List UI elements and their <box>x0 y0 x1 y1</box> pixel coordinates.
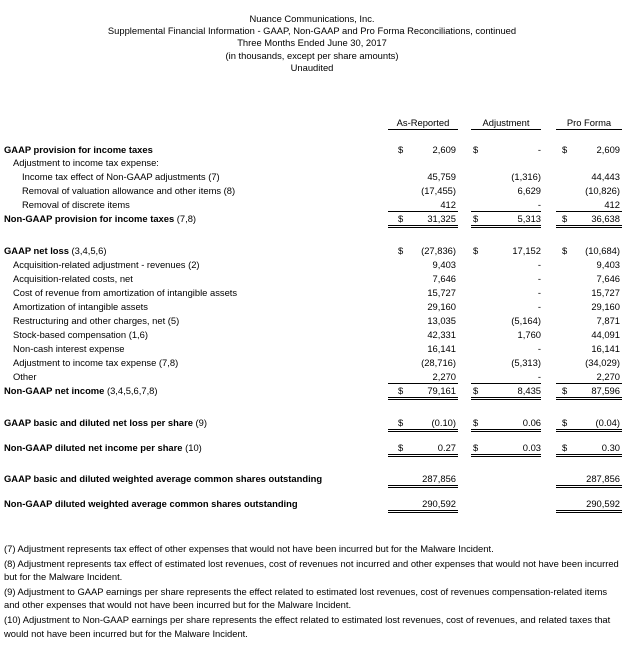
dollar-sign: $ <box>398 144 404 155</box>
total-rule <box>556 429 622 430</box>
adjustment-value: - <box>537 343 541 354</box>
total-rule <box>471 431 541 432</box>
footnote: (9) Adjustment to GAAP earnings per share represents the effect related to estimated lost revenues, cost of revenues compensation-related items and other expenses that would not have been incurred but for the Malware Incident. <box>4 585 608 611</box>
footnote: (10) Adjustment to Non-GAAP earnings per share represents the effect related to estimated lost revenues, cost of revenues, and related taxes that would not have been incurred but for the Malware Incident. <box>4 613 611 639</box>
total-rule <box>388 512 458 513</box>
as-reported-value: (27,836) <box>421 245 456 256</box>
adjustment-value: - <box>537 371 541 382</box>
pro-forma-value: 15,727 <box>591 287 620 298</box>
dollar-sign: $ <box>398 213 404 224</box>
total-rule <box>556 227 622 228</box>
row-label: Removal of discrete items <box>22 199 130 210</box>
dollar-sign: $ <box>562 417 568 428</box>
adjustment-value: 6,629 <box>517 185 541 196</box>
table-row <box>0 258 624 271</box>
table-row <box>0 356 624 369</box>
pro-forma-value: (10,684) <box>585 245 620 256</box>
row-label: Acquisition-related adjustment - revenues (2) <box>13 259 200 270</box>
table-row <box>0 416 624 429</box>
adjustment-value: 0.06 <box>522 417 541 428</box>
footnote: (8) Adjustment represents tax effect of estimated lost revenues, cost of revenues not incurred and other expenses that would not have been incurred but for the Malware Incident. <box>4 557 619 583</box>
row-label: GAAP basic and diluted weighted average common shares outstanding <box>4 473 323 484</box>
total-rule <box>556 225 622 226</box>
row-label-note: (9) <box>192 417 208 428</box>
adjustment-value: - <box>537 259 541 270</box>
pro-forma-value: 87,596 <box>591 385 620 396</box>
dollar-sign: $ <box>562 213 568 224</box>
total-rule <box>556 399 622 400</box>
row-label: GAAP basic and diluted net loss per share <box>4 417 193 428</box>
table-row <box>0 184 624 197</box>
column-header-as-reported: As-Reported <box>388 117 458 130</box>
as-reported-value: 13,035 <box>427 315 456 326</box>
adjustment-value: 0.03 <box>522 442 541 453</box>
row-label: Acquisition-related costs, net <box>13 273 133 284</box>
as-reported-value: 42,331 <box>427 329 456 340</box>
row-label: Non-GAAP net income <box>4 385 105 396</box>
report-period: Three Months Ended June 30, 2017 <box>237 37 387 49</box>
dollar-sign: $ <box>398 245 404 256</box>
row-label-note: (7,8) <box>174 213 197 224</box>
table-row <box>0 143 624 156</box>
total-rule <box>556 487 622 488</box>
table-row <box>0 212 624 225</box>
as-reported-value: 79,161 <box>427 385 456 396</box>
table-row <box>0 314 624 327</box>
adjustment-value: - <box>537 301 541 312</box>
footnotes <box>4 542 620 641</box>
table-row <box>0 156 624 169</box>
total-rule <box>556 397 622 398</box>
table-row <box>0 370 624 383</box>
as-reported-value: 290,592 <box>422 498 456 509</box>
adjustment-value: (1,316) <box>511 171 541 182</box>
total-rule <box>471 397 541 398</box>
adjustment-value: (5,164) <box>511 315 541 326</box>
as-reported-value: 45,759 <box>427 171 456 182</box>
total-rule <box>388 510 458 511</box>
adjustment-value: (5,313) <box>511 357 541 368</box>
as-reported-value: (17,455) <box>421 185 456 196</box>
as-reported-value: 29,160 <box>427 301 456 312</box>
total-rule <box>388 225 458 226</box>
total-rule <box>556 512 622 513</box>
row-label: Stock-based compensation (1,6) <box>13 329 148 340</box>
as-reported-value: 2,609 <box>432 144 456 155</box>
pro-forma-value: 16,141 <box>591 343 620 354</box>
table-row <box>0 170 624 183</box>
total-rule <box>388 399 458 400</box>
adjustment-value: - <box>537 199 541 210</box>
as-reported-value: (0.10) <box>431 417 456 428</box>
table-row <box>0 244 624 257</box>
column-header-pro-forma: Pro Forma <box>556 117 622 130</box>
row-label: Adjustment to income tax expense (7,8) <box>13 357 179 368</box>
as-reported-value: 2,270 <box>432 371 456 382</box>
report-header <box>0 13 624 74</box>
report-audit-status: Unaudited <box>290 61 334 73</box>
as-reported-value: 31,325 <box>427 213 456 224</box>
pro-forma-value: 44,091 <box>591 329 620 340</box>
total-rule <box>388 397 458 398</box>
dollar-sign: $ <box>473 144 479 155</box>
dollar-sign: $ <box>473 245 479 256</box>
table-row <box>0 328 624 341</box>
pro-forma-value: 7,646 <box>596 273 620 284</box>
as-reported-value: (28,716) <box>421 357 456 368</box>
adjustment-value: 5,313 <box>517 213 541 224</box>
table-row <box>0 272 624 285</box>
adjustment-value: - <box>537 287 541 298</box>
pro-forma-value: 2,609 <box>596 144 620 155</box>
dollar-sign: $ <box>473 417 479 428</box>
row-label: Restructuring and other charges, net (5) <box>13 315 180 326</box>
pro-forma-value: 290,592 <box>586 498 620 509</box>
pro-forma-value: 36,638 <box>591 213 620 224</box>
as-reported-value: 287,856 <box>422 473 456 484</box>
total-rule <box>471 225 541 226</box>
dollar-sign: $ <box>398 442 404 453</box>
row-label: Non-GAAP diluted weighted average common shares outstanding <box>4 498 298 509</box>
as-reported-value: 9,403 <box>432 259 456 270</box>
row-label: Adjustment to income tax expense: <box>13 157 159 168</box>
table-row <box>0 198 624 211</box>
as-reported-value: 7,646 <box>432 273 456 284</box>
total-rule <box>471 454 541 455</box>
table-row <box>0 286 624 299</box>
total-rule <box>471 456 541 457</box>
adjustment-value: - <box>537 144 541 155</box>
dollar-sign: $ <box>562 385 568 396</box>
pro-forma-value: (0.04) <box>595 417 620 428</box>
as-reported-value: 412 <box>440 199 456 210</box>
company-name: Nuance Communications, Inc. <box>249 13 375 24</box>
total-rule <box>388 227 458 228</box>
row-label: GAAP provision for income taxes <box>4 144 153 155</box>
pro-forma-value: (10,826) <box>585 185 620 196</box>
dollar-sign: $ <box>473 385 479 396</box>
pro-forma-value: 412 <box>604 199 620 210</box>
adjustment-value: 8,435 <box>517 385 541 396</box>
pro-forma-value: 2,270 <box>596 371 620 382</box>
table-row <box>0 300 624 313</box>
dollar-sign: $ <box>562 144 568 155</box>
total-rule <box>471 429 541 430</box>
dollar-sign: $ <box>562 442 568 453</box>
row-label: Removal of valuation allowance and other items (8) <box>22 185 236 196</box>
report-units: (in thousands, except per share amounts) <box>225 49 399 61</box>
as-reported-value: 15,727 <box>427 287 456 298</box>
row-label: Non-GAAP provision for income taxes <box>4 213 175 224</box>
adjustment-value: 1,760 <box>517 329 541 340</box>
dollar-sign: $ <box>562 245 568 256</box>
total-rule <box>556 510 622 511</box>
total-rule <box>388 429 458 430</box>
row-label: GAAP net loss <box>4 245 69 256</box>
adjustment-value: 17,152 <box>512 245 541 256</box>
pro-forma-value: 29,160 <box>591 301 620 312</box>
row-label-note: (10) <box>182 442 202 453</box>
pro-forma-value: 287,856 <box>586 473 620 484</box>
total-rule <box>556 456 622 457</box>
dollar-sign: $ <box>473 442 479 453</box>
table-row <box>0 472 624 485</box>
pro-forma-value: (34,029) <box>585 357 620 368</box>
pro-forma-value: 0.30 <box>601 442 620 453</box>
row-label-note: (3,4,5,6) <box>68 245 107 256</box>
total-rule <box>556 431 622 432</box>
pro-forma-value: 9,403 <box>596 259 620 270</box>
table-row <box>0 497 624 510</box>
column-header-adjustment: Adjustment <box>471 117 541 130</box>
as-reported-value: 0.27 <box>437 442 456 453</box>
total-rule <box>388 454 458 455</box>
pro-forma-value: 7,871 <box>596 315 620 326</box>
row-label: Income tax effect of Non-GAAP adjustments (7) <box>22 171 220 182</box>
total-rule <box>388 487 458 488</box>
dollar-sign: $ <box>398 385 404 396</box>
row-label: Amortization of intangible assets <box>13 301 148 312</box>
table-row <box>0 384 624 397</box>
total-rule <box>388 456 458 457</box>
total-rule <box>556 454 622 455</box>
total-rule <box>556 485 622 486</box>
adjustment-value: - <box>537 273 541 284</box>
footnote: (7) Adjustment represents tax effect of other expenses that would not have been incurred but for the Malware Incident. <box>4 543 494 554</box>
table-row <box>0 342 624 355</box>
table-row <box>0 441 624 454</box>
total-rule <box>471 399 541 400</box>
total-rule <box>388 485 458 486</box>
as-reported-value: 16,141 <box>427 343 456 354</box>
row-label: Other <box>13 371 37 382</box>
report-title: Supplemental Financial Information - GAAP, Non-GAAP and Pro Forma Reconciliations, continued <box>107 25 517 37</box>
row-label: Non-cash interest expense <box>13 343 125 354</box>
dollar-sign: $ <box>473 213 479 224</box>
dollar-sign: $ <box>398 417 404 428</box>
row-label: Non-GAAP diluted net income per share <box>4 442 183 453</box>
total-rule <box>471 227 541 228</box>
row-label: Cost of revenue from amortization of intangible assets <box>13 287 238 298</box>
row-label-note: (3,4,5,6,7,8) <box>104 385 158 396</box>
total-rule <box>388 431 458 432</box>
pro-forma-value: 44,443 <box>591 171 620 182</box>
